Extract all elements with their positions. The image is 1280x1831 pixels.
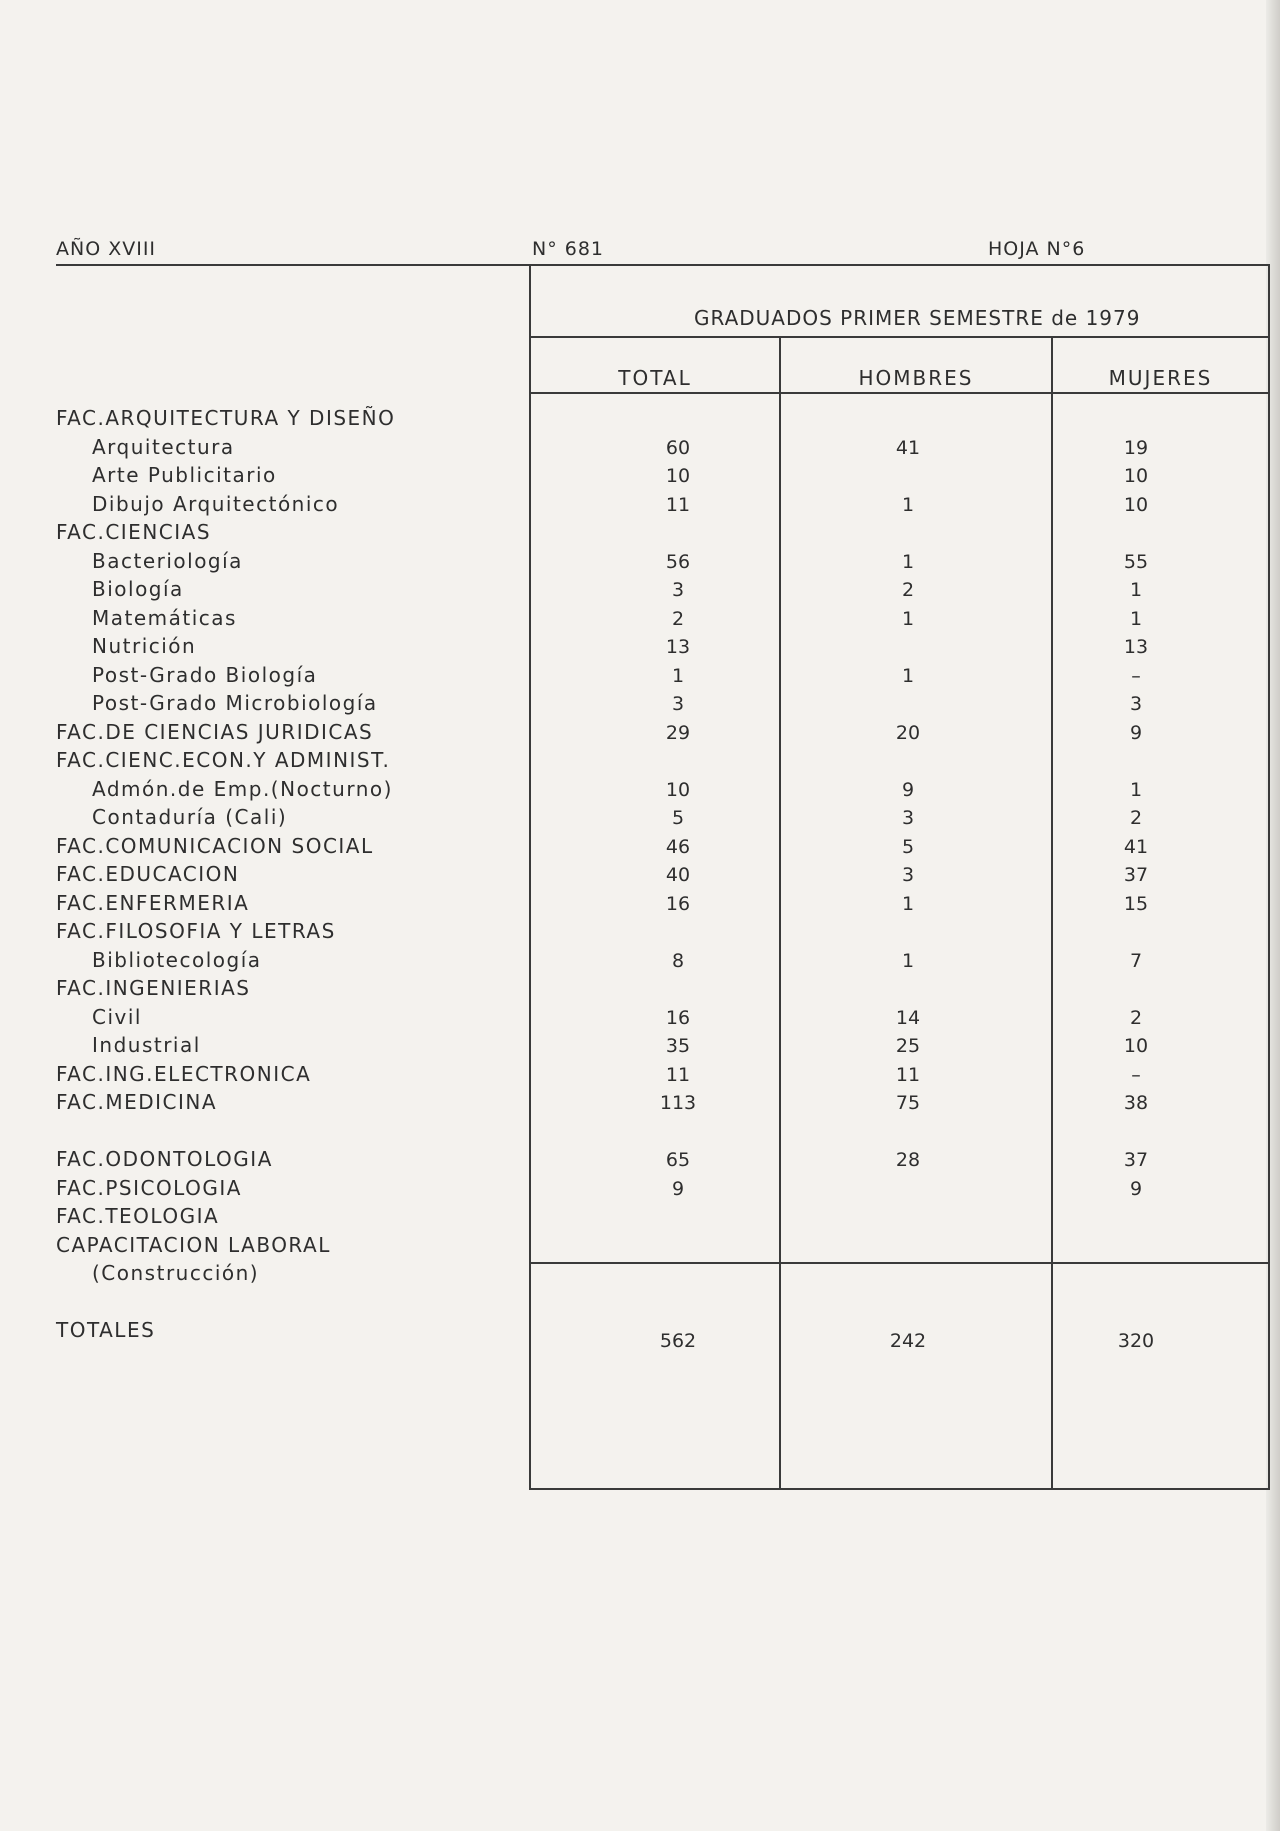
row-label: Biología <box>92 577 184 601</box>
row-mujeres-value: 10 <box>1123 493 1149 516</box>
row-mujeres-value: 41 <box>1123 835 1149 858</box>
row-hombres-value: 5 <box>901 835 915 858</box>
row-total-value: 16 <box>665 1006 691 1029</box>
row-label: FAC.COMUNICACION SOCIAL <box>56 833 374 858</box>
row-label: Post-Grado Microbiología <box>92 691 378 715</box>
row-total-value: 8 <box>671 949 685 972</box>
row-hombres-value: 3 <box>901 864 915 886</box>
issue-number: N° 681 <box>532 238 605 260</box>
row-hombres-value: 9 <box>901 778 915 801</box>
row-total-value: 1 <box>671 664 685 687</box>
row-total-value: 10 <box>665 778 691 801</box>
row-mujeres-value: 9 <box>1129 1177 1143 1200</box>
row-label: FAC.DE CIENCIAS JURIDICAS <box>56 719 374 744</box>
row-total-value: 3 <box>671 579 685 601</box>
table-title: GRADUADOS PRIMER SEMESTRE de 1979 <box>694 306 1141 330</box>
table-bottom-rule <box>529 1488 1270 1490</box>
row-mujeres-value: 37 <box>1123 1149 1149 1171</box>
row-mujeres-value: 19 <box>1123 436 1149 459</box>
row-label: Bibliotecología <box>92 947 262 972</box>
row-hombres-value: 1 <box>901 892 915 915</box>
row-label: FAC.MEDICINA <box>56 1090 218 1114</box>
row-mujeres-value: 37 <box>1123 864 1149 886</box>
row-total-value: 9 <box>671 1177 685 1200</box>
col-header-hombres: HOMBRES <box>858 366 974 390</box>
title-rule <box>529 336 1270 338</box>
row-hombres-value: 20 <box>895 721 921 744</box>
row-mujeres-value: 55 <box>1123 550 1149 573</box>
row-label: Nutrición <box>92 634 197 658</box>
row-mujeres-value: 7 <box>1129 949 1143 972</box>
row-label: Civil <box>92 1004 142 1029</box>
row-hombres-value: 11 <box>895 1063 921 1086</box>
table-left-border <box>529 266 531 1490</box>
row-total-value: 13 <box>665 636 691 658</box>
row-label: FAC.CIENC.ECON.Y ADMINIST. <box>56 748 391 772</box>
row-hombres-value: 28 <box>895 1149 921 1171</box>
row-hombres-value: 41 <box>895 436 921 459</box>
colhead-rule <box>529 392 1270 394</box>
row-mujeres-value: 10 <box>1123 1035 1149 1057</box>
row-total-value: 2 <box>671 607 685 630</box>
row-label: Industrial <box>92 1033 201 1057</box>
sheet-number: HOJA N°6 <box>988 238 1086 260</box>
col-header-mujeres: MUJERES <box>1108 366 1213 390</box>
row-label: FAC.EDUCACION <box>56 862 240 886</box>
row-mujeres-value: – <box>1131 1063 1141 1086</box>
row-total-value: 35 <box>665 1035 691 1057</box>
row-label: Dibujo Arquitectónico <box>92 491 340 516</box>
row-mujeres-value: – <box>1131 664 1141 687</box>
row-hombres-value: 1 <box>901 664 915 687</box>
row-label: FAC.CIENCIAS <box>56 520 212 544</box>
row-hombres-value: 2 <box>901 579 915 601</box>
row-mujeres-value: 1 <box>1129 607 1143 630</box>
row-total-value: 65 <box>665 1149 691 1171</box>
row-total-value: 113 <box>659 1092 697 1114</box>
row-label: Post-Grado Biología <box>92 662 318 687</box>
row-label: CAPACITACION LABORAL <box>56 1232 331 1257</box>
row-label: FAC.TEOLOGIA <box>56 1204 220 1228</box>
row-mujeres-value: 2 <box>1129 1006 1143 1029</box>
year-label: AÑO XVIII <box>56 238 157 260</box>
row-label: Arte Publicitario <box>92 463 277 487</box>
row-label: FAC.ING.ELECTRONICA <box>56 1061 312 1086</box>
row-total-value: 3 <box>671 693 685 715</box>
row-total-value: 46 <box>665 835 691 858</box>
totals-total: 562 <box>659 1330 697 1352</box>
row-hombres-value: 1 <box>901 949 915 972</box>
row-label: FAC.ARQUITECTURA Y DISEÑO <box>56 406 396 430</box>
row-mujeres-value: 2 <box>1129 807 1143 829</box>
row-hombres-value: 3 <box>901 807 915 829</box>
table-right-border <box>1268 266 1270 1490</box>
row-hombres-value: 1 <box>901 493 915 516</box>
row-total-value: 11 <box>665 493 691 516</box>
row-mujeres-value: 15 <box>1123 892 1149 915</box>
row-label: Admón.de Emp.(Nocturno) <box>92 776 393 801</box>
row-label: FAC.FILOSOFIA Y LETRAS <box>56 919 336 943</box>
row-hombres-value: 14 <box>895 1006 921 1029</box>
row-total-value: 60 <box>665 436 691 459</box>
row-label: FAC.INGENIERIAS <box>56 976 251 1000</box>
col-divider-2 <box>1051 336 1053 1490</box>
row-label: FAC.PSICOLOGIA <box>56 1175 242 1200</box>
row-mujeres-value: 9 <box>1129 721 1143 744</box>
row-mujeres-value: 3 <box>1129 693 1143 715</box>
totals-rule <box>529 1262 1270 1264</box>
row-label: Arquitectura <box>92 434 235 459</box>
header-rule <box>56 264 1270 266</box>
row-label: Matemáticas <box>92 605 237 630</box>
row-hombres-value: 75 <box>895 1092 921 1114</box>
row-total-value: 40 <box>665 864 691 886</box>
row-label: FAC.ENFERMERIA <box>56 890 250 915</box>
col-header-total: TOTAL <box>618 366 692 390</box>
row-mujeres-value: 38 <box>1123 1092 1149 1114</box>
row-total-value: 16 <box>665 892 691 915</box>
row-hombres-value: 25 <box>895 1035 921 1057</box>
row-mujeres-value: 1 <box>1129 778 1143 801</box>
totals-mujeres: 320 <box>1117 1330 1155 1352</box>
totals-hombres: 242 <box>889 1330 927 1352</box>
row-total-value: 11 <box>665 1063 691 1086</box>
row-mujeres-value: 1 <box>1129 579 1143 601</box>
row-label: Contaduría (Cali) <box>92 805 288 829</box>
row-label: FAC.ODONTOLOGIA <box>56 1147 273 1171</box>
row-total-value: 10 <box>665 465 691 487</box>
row-mujeres-value: 13 <box>1123 636 1149 658</box>
row-total-value: 56 <box>665 550 691 573</box>
totals-label: TOTALES <box>56 1318 156 1342</box>
row-hombres-value: 1 <box>901 550 915 573</box>
row-mujeres-value: 10 <box>1123 465 1149 487</box>
col-divider-1 <box>779 336 781 1490</box>
row-label: (Construcción) <box>92 1261 260 1285</box>
row-hombres-value: 1 <box>901 607 915 630</box>
row-label: Bacteriología <box>92 548 243 573</box>
row-total-value: 29 <box>665 721 691 744</box>
row-total-value: 5 <box>671 807 685 829</box>
